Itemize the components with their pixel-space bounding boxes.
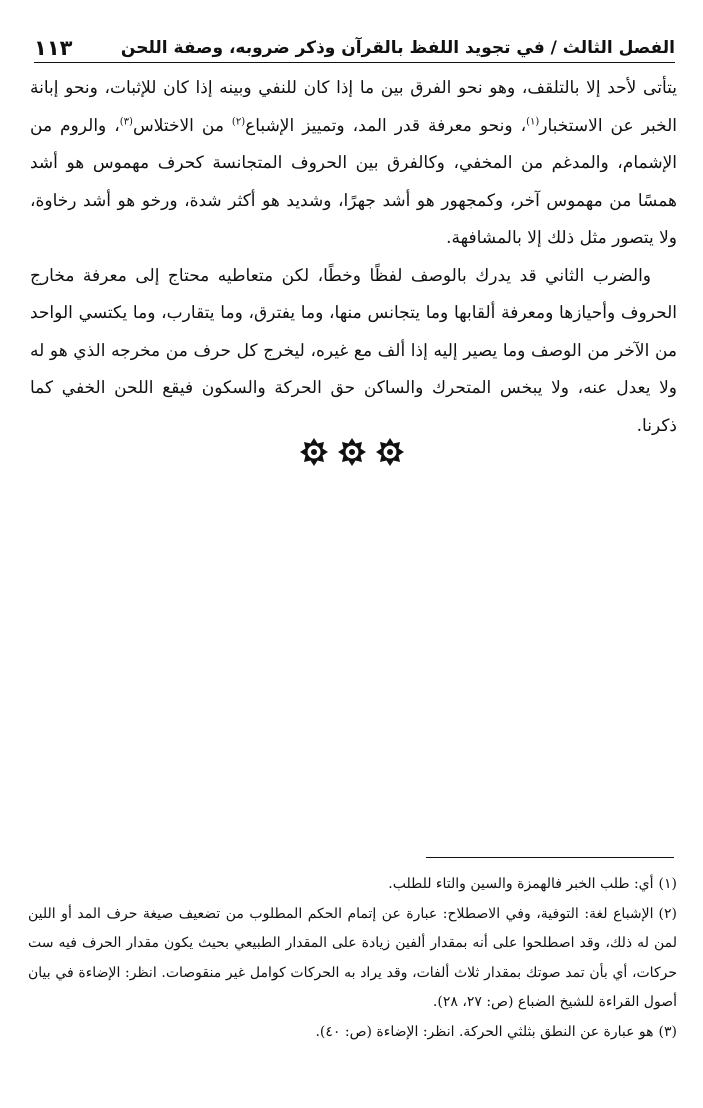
running-title: الفصل الثالث / في تجويد اللفظ بالقرآن وذكر ضروبه، وصفة اللحن (120, 38, 675, 58)
page-number: ١١٣ (34, 36, 73, 60)
footnote-reference[interactable]: (١) (526, 115, 540, 127)
paragraph (30, 70, 677, 258)
footnote-text: هو عبارة عن النطق بثلثي الحركة. انظر: الإضاءة (ص: ٤٠). (315, 1023, 654, 1040)
main-text (30, 70, 677, 445)
footnotes (28, 870, 677, 1047)
footnote-text: أي: طلب الخبر فالهمزة والسين والتاء للطلب. (388, 876, 654, 892)
paragraph-text: يتأتى لأحد إلا بالتلقف، وهو نحو الفرق بين ما إذا كان للنفي وبينه إذا كان للإثبات، ونحو إبانة الخبر عن الاستخبار (30, 78, 677, 136)
ornament-star-icon (337, 437, 367, 467)
section-divider-ornament (0, 432, 703, 472)
footnote-number: (٣) (658, 1023, 677, 1040)
ornament-star-icon (299, 437, 329, 467)
page-header (34, 28, 675, 63)
footnote-text: الإشباع لغة: التوفية، وفي الاصطلاح: عبارة عن إتمام الحكم المطلوب من تضعيف صيغة حرف المد أو اللين لمن له ذلك، وقد اصطلحوا على أنه بمقدار ألفين زيادة على المقدار الطبيعي بحيث يكون مقدار الحرف فيه ست حركات، أي بأن تمد صوتك بمقدار ثلاث ألفات، وقد يراد به الحركات كوامل غير منقوصات. انظر: الإضاءة في بيان أصول القراءة للشيخ الضباع (ص: ٢٧، ٢٨). (28, 905, 677, 1010)
paragraph-text: ، ونحو معرفة قدر المد، وتمييز الإشباع (245, 115, 527, 136)
paragraph-text: من الاختلاس (132, 115, 232, 136)
footnote-number: (١) (658, 876, 677, 892)
footnote-item (28, 900, 677, 1018)
footnote-reference[interactable]: (٣) (119, 115, 133, 127)
paragraph: والضرب الثاني قد يدرك بالوصف لفظًا وخطًا، لكن متعاطيه محتاج إلى معرفة مخارج الحروف وأحيازها ومعرفة ألقابها وما يتجانس منها، وما يفترق، وما يتقارب، وما يكتسي الواحد من الآخر من الوصف وما يصير إليه إذا ألف مع غيره، ليخرج كل حرف من مخرجه الذي هو له ولا يعدل عنه، ولا يبخس المتحرك والساكن حق الحركة والسكون فيقع اللحن الخفي كما ذكرنا. (30, 265, 677, 436)
footnote-number: (٢) (658, 905, 677, 922)
footnote-item (28, 1018, 677, 1048)
ornament-star-icon (375, 437, 405, 467)
footnote-reference[interactable]: (٢) (231, 115, 246, 127)
paragraph-text: ، والروم من الإشمام، والمدغم من المخفي، وكالفرق بين الحروف المتجانسة كحرف مهموس هو أشد همسًا من مهموس آخر، وكمجهور هو أشد جهرًا، وشديد هو أكثر شدة، ورخو هو أشد رخاوة، ولا يتصور مثل ذلك إلا بالمشافهة. (30, 115, 677, 248)
footnote-item (28, 870, 677, 900)
footnote-separator (426, 857, 674, 858)
